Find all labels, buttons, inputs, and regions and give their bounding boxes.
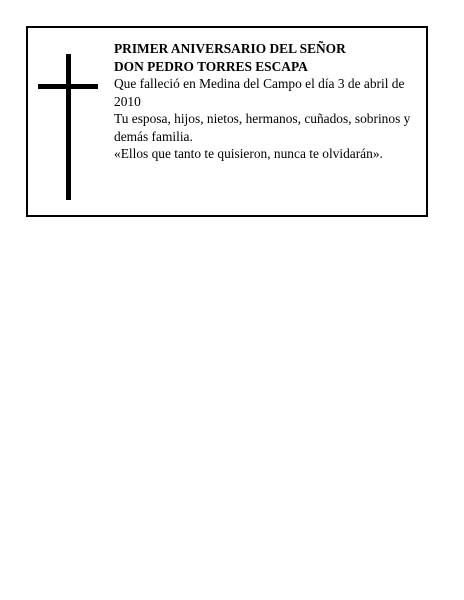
death-announcement: Que falleció en Medina del Campo el día 3 de abril de 2010 (114, 76, 405, 109)
cross-icon (38, 54, 98, 200)
quote-line: «Ellos que tanto te quisieron, nunca te olvidarán». (114, 146, 383, 161)
family-line: Tu esposa, hijos, nietos, hermanos, cuñados, sobrinos y demás familia. (114, 111, 411, 144)
notice-text (114, 40, 420, 163)
cross-vertical-bar (66, 54, 71, 200)
heading-line-2: DON PEDRO TORRES ESCAPA (114, 58, 308, 74)
cross-horizontal-bar (38, 84, 98, 89)
heading-line-1: PRIMER ANIVERSARIO DEL SEÑOR (114, 41, 346, 56)
obituary-notice (26, 26, 428, 217)
